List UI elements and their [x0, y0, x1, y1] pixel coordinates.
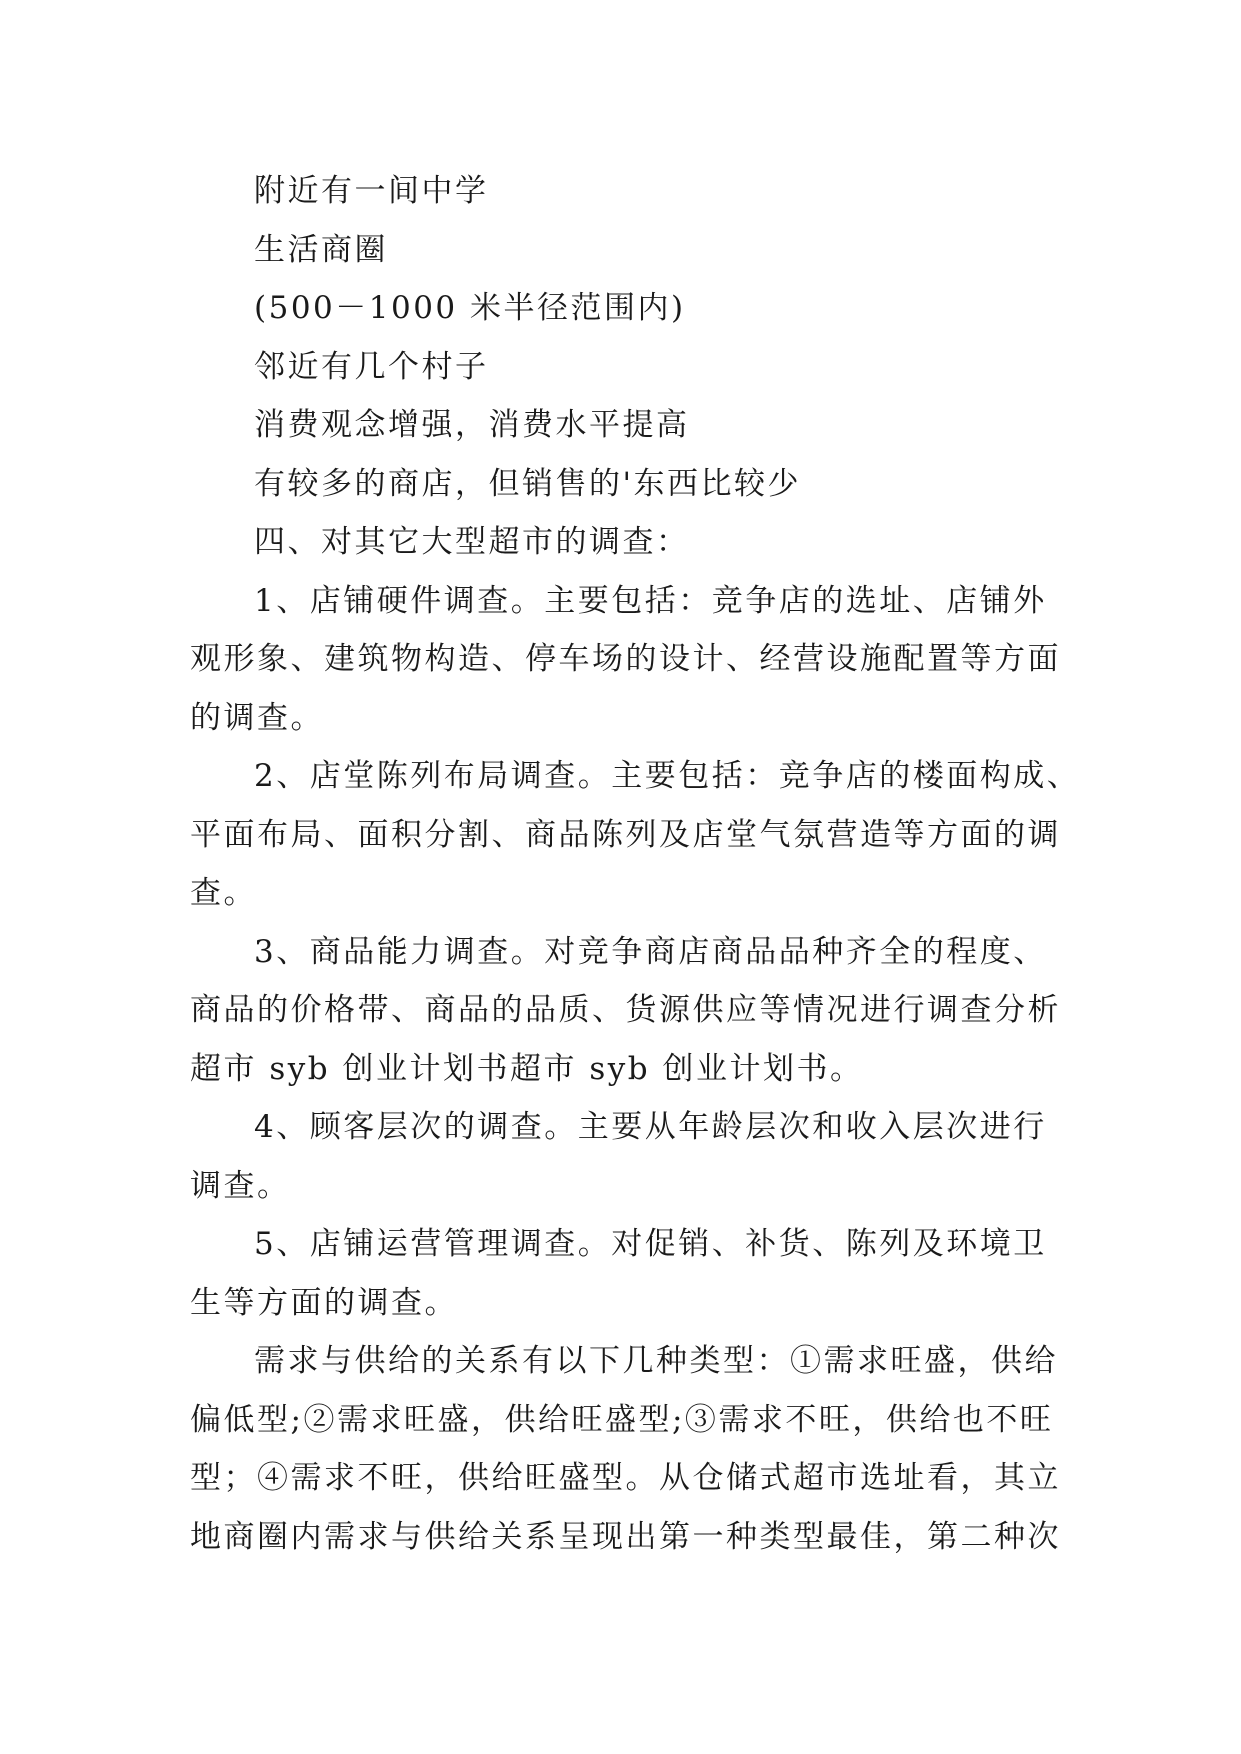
text-line: 地商圈内需求与供给关系呈现出第一种类型最佳，第二种次	[190, 1518, 1061, 1555]
section-heading: 四、对其它大型超市的调查：	[254, 524, 690, 560]
text-line: 消费观念增强，消费水平提高	[254, 407, 690, 443]
text-line: 偏低型;②需求旺盛，供给旺盛型;③需求不旺，供给也不旺	[190, 1401, 1054, 1438]
text-line: 观形象、建筑物构造、停车场的设计、经营设施配置等方面	[190, 641, 1061, 677]
document-body	[190, 162, 1081, 1566]
text-line: 3、商品能力调查。对竞争商店商品品种齐全的程度、	[254, 933, 1047, 970]
text-line: 生活商圈	[254, 231, 388, 268]
text-line: 生等方面的调查。	[190, 1284, 458, 1321]
text-line: 1、店铺硬件调查。主要包括：竞争店的选址、店铺外	[254, 582, 1047, 619]
text-line: (500－1000 米半径范围内)	[254, 290, 686, 326]
text-line: 平面布局、面积分割、商品陈列及店堂气氛营造等方面的调	[190, 816, 1061, 853]
text-line: 调查。	[190, 1167, 291, 1204]
text-line: 查。	[190, 875, 257, 911]
text-line: 4、顾客层次的调查。主要从年龄层次和收入层次进行	[254, 1109, 1047, 1145]
text-line: 2、店堂陈列布局调查。主要包括：竞争店的楼面构成、	[254, 758, 1081, 794]
text-line: 5、店铺运营管理调查。对促销、补货、陈列及环境卫	[254, 1226, 1047, 1262]
text-line: 邻近有几个村子	[254, 348, 489, 385]
text-line: 的调查。	[190, 699, 324, 736]
text-line: 需求与供给的关系有以下几种类型：①需求旺盛，供给	[254, 1343, 1058, 1379]
text-line: 附近有一间中学	[254, 173, 489, 209]
text-line: 商品的价格带、商品的品质、货源供应等情况进行调查分析	[190, 992, 1061, 1028]
text-line: 型；④需求不旺，供给旺盛型。从仓储式超市选址看，其立	[190, 1460, 1061, 1496]
text-line: 超市 syb 创业计划书超市 syb 创业计划书。	[190, 1050, 864, 1087]
text-line: 有较多的商店，但销售的'东西比较少	[254, 465, 802, 502]
